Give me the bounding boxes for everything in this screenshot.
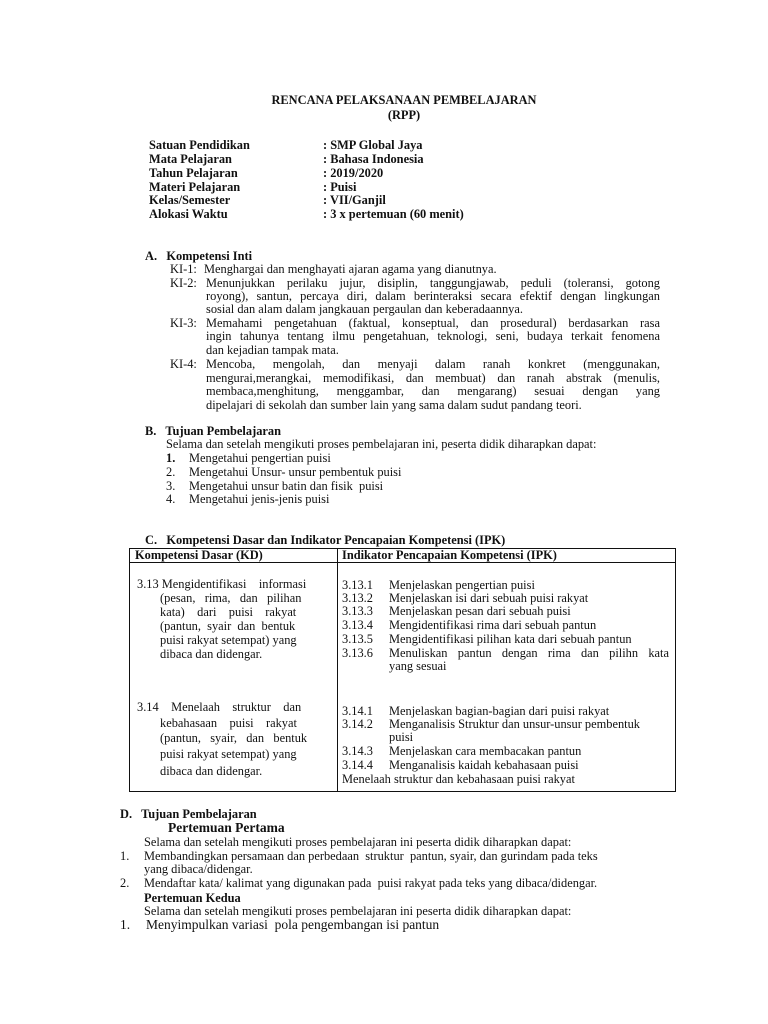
list-item: Mengetahui jenis-jenis puisi: [189, 492, 330, 506]
ipk-text-cont: puisi: [389, 730, 414, 744]
kd-text-line: kebahasaan puisi rakyat: [160, 716, 297, 730]
identity-label: Alokasi Waktu: [149, 207, 228, 221]
ipk-text: Menelaah struktur dan kebahasaan puisi rakyat: [342, 772, 575, 786]
ipk-number: 3.13.2: [342, 591, 373, 605]
ipk-text: Menganalisis kaidah kebahasaan puisi: [389, 758, 579, 772]
ipk-text: Mengidentifikasi rima dari sebuah pantun: [389, 618, 597, 632]
list-item: Mengetahui Unsur- unsur pembentuk puisi: [189, 465, 402, 479]
section-heading: B. Tujuan Pembelajaran: [145, 424, 281, 438]
identity-value: : VII/Ganjil: [323, 193, 386, 207]
ipk-number: 3.13.5: [342, 632, 373, 646]
ki-text: Menghargai dan menghayati ajaran agama yang dianutnya.: [204, 262, 497, 276]
ipk-text: Mengidentifikasi pilihan kata dari sebuah pantun: [389, 632, 632, 646]
ipk-text: Menjelaskan isi dari sebuah puisi rakyat: [389, 591, 589, 605]
identity-value: : 2019/2020: [323, 166, 384, 180]
ki-text-line: dipelajari di sekolah dan sumber lain yang sama dalam sudut pandang teori.: [206, 398, 582, 412]
identity-value: : Puisi: [323, 180, 357, 194]
meeting-intro: Selama dan setelah mengikuti proses pembelajaran ini peserta didik diharapkan dapat:: [144, 904, 572, 918]
section-heading: D. Tujuan Pembelajaran: [120, 807, 257, 821]
identity-value: : Bahasa Indonesia: [323, 152, 424, 166]
meeting-heading: Pertemuan Kedua: [144, 891, 241, 905]
kd-text-line: kata) dari puisi rakyat: [160, 605, 297, 619]
ipk-number: 3.14.4: [342, 758, 373, 772]
list-item: Mendaftar kata/ kalimat yang digunakan pada puisi rakyat pada teks yang dibaca/didengar.: [144, 876, 598, 890]
table-header-ipk: Indikator Pencapaian Kompetensi (IPK): [342, 548, 557, 562]
ipk-text: Menjelaskan cara membacakan pantun: [389, 744, 582, 758]
meeting-heading: Pertemuan Pertama: [168, 820, 285, 835]
kd-text-line: dibaca dan didengar.: [160, 764, 263, 778]
list-item: Mengetahui pengertian puisi: [189, 451, 331, 465]
ki-text-line: sosial dan alam dalam jangkauan pergaulan dan keberadaannya.: [206, 302, 523, 316]
identity-label: Kelas/Semester: [149, 193, 231, 207]
identity-label: Tahun Pelajaran: [149, 166, 238, 180]
list-item: Membandingkan persamaan dan perbedaan struktur pantun, syair, dan gurindam pada teks: [144, 849, 598, 863]
kd-text-line: puisi rakyat setempat) yang: [160, 747, 297, 761]
kd-text-line: puisi rakyat setempat) yang: [160, 633, 297, 647]
kd-text-line: 3.13 Mengidentifikasi informasi: [137, 577, 307, 591]
ki-text-line: membaca,menghitung, menggambar, dan mengarang) sesuai dengan yang: [206, 384, 660, 398]
document-title: RENCANA PELAKSANAAN PEMBELAJARAN: [271, 93, 537, 107]
ipk-number: 3.13.3: [342, 604, 373, 618]
list-number: 2.: [166, 465, 176, 479]
kd-text-line: (pantun, syair, dan bentuk: [160, 731, 308, 745]
kd-text-line: dibaca dan didengar.: [160, 647, 263, 661]
ipk-number: 3.13.4: [342, 618, 373, 632]
ki-text-line: dan kejadian tampak mata.: [206, 343, 339, 357]
ki-text-line: Menunjukkan perilaku jujur, disiplin, tanggungjawab, peduli (toleransi, gotong: [206, 276, 660, 290]
table-header-kd: Kompetensi Dasar (KD): [135, 548, 263, 562]
ipk-number: 3.13.6: [342, 646, 373, 660]
ki-code: KI-1:: [170, 262, 197, 276]
ipk-number: 3.14.1: [342, 704, 373, 718]
ki-text-line: royong), santun, percaya diri, dalam berinteraksi secara efektif dengan lingkungan: [206, 289, 660, 303]
ipk-text: Menganalisis Struktur dan unsur-unsur pembentuk: [389, 717, 640, 731]
ki-text-line: Memahami pengetahuan (faktual, konseptual, dan prosedural) berdasarkan rasa: [206, 316, 660, 330]
identity-label: Satuan Pendidikan: [149, 138, 250, 152]
ipk-text: Menjelaskan pesan dari sebuah puisi: [389, 604, 571, 618]
list-number: 1.: [120, 917, 131, 932]
section-heading: C. Kompetensi Dasar dan Indikator Pencapaian Kompetensi (IPK): [145, 533, 506, 547]
ki-code: KI-4:: [170, 357, 197, 371]
ipk-text: Menjelaskan pengertian puisi: [389, 578, 535, 592]
list-number: 2.: [120, 876, 130, 890]
document-subtitle: (RPP): [387, 108, 421, 122]
identity-value: : 3 x pertemuan (60 menit): [323, 207, 464, 221]
identity-label: Mata Pelajaran: [149, 152, 232, 166]
list-number: 1.: [166, 451, 176, 465]
ki-text-line: Mencoba, mengolah, dan menyaji dalam ranah konkret (menggunakan,: [206, 357, 660, 371]
ipk-number: 3.14.3: [342, 744, 373, 758]
meeting-intro: Selama dan setelah mengikuti proses pembelajaran ini peserta didik diharapkan dapat:: [144, 835, 572, 849]
ki-code: KI-3:: [170, 316, 197, 330]
kd-text-line: 3.14 Menelaah struktur dan: [137, 700, 302, 714]
ipk-text: Menjelaskan bagian-bagian dari puisi rakyat: [389, 704, 610, 718]
ipk-text: Menuliskan pantun dengan rima dan pilihn kata: [389, 646, 669, 660]
list-item: Menyimpulkan variasi pola pengembangan isi pantun: [146, 917, 440, 932]
list-number: 3.: [166, 479, 176, 493]
kd-text-line: (pesan, rima, dan pilihan: [160, 591, 302, 605]
list-item: Mengetahui unsur batin dan fisik puisi: [189, 479, 384, 493]
list-item-cont: yang dibaca/didengar.: [144, 862, 253, 876]
identity-value: : SMP Global Jaya: [323, 138, 423, 152]
ki-text-line: mengurai,merangkai, memodifikasi, dan membuat) dan ranah abstrak (menulis,: [206, 371, 660, 385]
ki-text-line: ingin tahunya tentang ilmu pengetahuan, teknologi, seni, budaya terkait fenomena: [206, 329, 660, 343]
section-intro: Selama dan setelah mengikuti proses pembelajaran ini, peserta didik diharapkan dapat:: [166, 437, 597, 451]
list-number: 4.: [166, 492, 176, 506]
section-heading: A. Kompetensi Inti: [145, 249, 253, 263]
ki-code: KI-2:: [170, 276, 197, 290]
kd-text-line: (pantun, syair dan bentuk: [160, 619, 296, 633]
list-number: 1.: [120, 849, 130, 863]
ipk-number: 3.13.1: [342, 578, 373, 592]
ipk-number: 3.14.2: [342, 717, 373, 731]
identity-label: Materi Pelajaran: [149, 180, 241, 194]
ipk-text-cont: yang sesuai: [389, 659, 447, 673]
